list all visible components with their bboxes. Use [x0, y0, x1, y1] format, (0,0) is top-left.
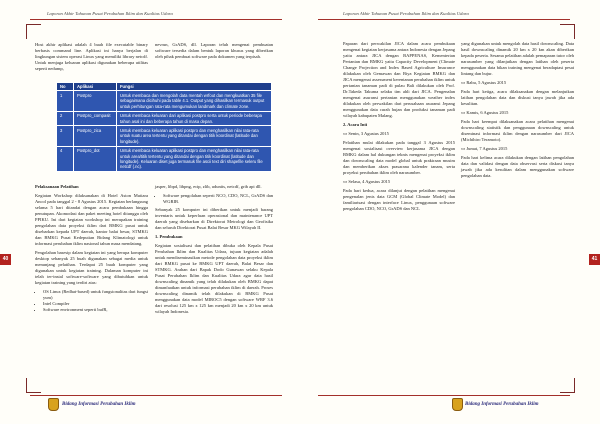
table-row [57, 91, 272, 111]
list-item: • Intel Compiler [43, 301, 148, 307]
header-rule-right [318, 19, 570, 20]
table-row [57, 126, 272, 146]
footer-rule-left [30, 395, 282, 396]
date-text: Jumat, 7 Agustus 2015 [466, 146, 508, 151]
paragraph: Pengolahan basesip dalam kegiatan ini yang berupa komputer desktop sebanyak 25 buah digunakan sebagai media untuk menunjang pelatihan. Terdapat 25 buah komputer yang digunakan untuk kegiatan training. Dalaman komputer ini telah ter-instal software-software yang dibutuhkan untuk kegiatan training yang terdiri atas: [35, 250, 148, 285]
list-item: • Software pengolahan seperti NCO, CDO, NCL, GrADS dan WGRIB. [163, 193, 273, 205]
date-heading: ▭ Jumat, 7 Agustus 2015 [461, 146, 508, 151]
date-text: Rabu, 5 Agustus 2015 [466, 80, 507, 85]
paragraph: Kegiatan Workshop dilaksanakan di Hotel Aston Mutiara Ancol pada tanggal 2 - 8 Agustus 2015. Kegiatan berlangsung selama 5 hari ditandai dengan acara pembukaan hingga penutupan. Akomodasi dan paket meeting hotel ditunggu oleh PPIKU. Ini dari kegiatan workshop ini merupakan training pengolahan data proyeksi iklim dari BMKG pusat untuk disebarkan kepada UPT daerah, kantor balai besar, STMKG dan BMKG Pusat Kedeputian Bidang Klimatologi untuk informasi perubahan iklim nasional tahun masa mendatang. [35, 193, 148, 246]
column-1-bottom [35, 184, 148, 315]
header-rule-left [30, 19, 282, 20]
running-header-left: Laporan Akhir Tahunan Pusat Perubahan Iklim dan Kualitas Udara [47, 11, 173, 16]
section-heading: 1. Pembukaan [155, 234, 183, 239]
cell-no: 1 [57, 91, 74, 111]
paragraph: Pada hari kelima acara dilakukan dengan latihan pengolahan data dan validasi dengan data observasi serta diskusi tanya jawab jika ada kesulitan dalam menggunakan software pengolahan data. [461, 155, 574, 178]
corner-mark [560, 378, 575, 393]
corner-mark [26, 378, 41, 393]
cell-fungsi: Untuk membaca keluaran aplikasi postpro dan menghasilkan nilai rata-rata untuk suatu area tertentu yang ditandai dengan titik koordinat (latitude dan longitude). [117, 126, 272, 146]
paragraph: Sebanyak 25 komputer ini diberikan untuk menjadi barang inventaris untuk keperluan operasional dan maintenance UPT daerah yang disebarkan di Direktorat Metrologi dan Geofisika dan seluruh Direktorat Pusat Balai Besar MKG Wilayah II. [155, 207, 273, 230]
table-header-no: No [57, 83, 74, 91]
footer-text-right: Bidang Informasi Perubahan Iklim [465, 402, 539, 407]
section-heading: 2. Acara Inti [343, 122, 368, 127]
cell-app: Postpro_dot [74, 146, 117, 172]
column-2-bottom [155, 184, 273, 318]
list-item: • OS Linux (Redhat-based) untuk fungsionalitas dari fungsi yum) [43, 289, 148, 301]
column-2-top [155, 42, 273, 63]
date-heading: ▭ Rabu, 5 Agustus 2015 [461, 80, 507, 85]
date-text: Senin, 3 Agustus 2015 [348, 131, 389, 136]
list-item: • Software environment seperti bufR, [43, 307, 148, 313]
cell-app: Postpro_zica [74, 126, 117, 146]
cell-app: Postpro_compasit [74, 111, 117, 126]
column-4 [461, 41, 574, 182]
section-heading: Pelaksanaan Pelatihan [35, 184, 79, 189]
paragraph: Host akhir aplikasi adalah 4 buah file executable binary berbasis command line. Aplikasi ini hanya berjalan di lingkungan sistem operasi Linux yang memiliki library netcdf. Untuk menjaga keluaran aplikasi digunakan beberapa utilitas seperti nedump, [35, 42, 148, 71]
agency-logo-icon [452, 398, 463, 411]
software-list-2 [163, 193, 273, 205]
paragraph: nevrun, GrADS, dll. Laporan teluh mengenai pembuatan software tersedia dalam bentuk laporan khusus yang diberikan oleh pihak pembuat software pada dokumen yang terpisah. [155, 42, 273, 59]
paragraph: Kegiatan sosialisasi dan pelatihan dibuka oleh Kepala Pusat Perubahan Iklim dan Kualitas Udara, tujuan kegiatan adalah untuk mendiseminasikan metode pengolahan data proyeksi iklim dari BMKG pusat ke BMKG UPT daerah, Balai Besar dan STMKG. Arahan dari Bapak Dodo Gunawan selaku Kepala Pusat Perubahan Iklim dan Kualitas Udara agar data hasil downscaling dinamik yang telah dilakukan oleh BMKG dapat dimanfaatkan untuk informasi perubahan iklim di daerah. Proses downscaling dinamik telah dilakukan di BMKG Pusat menggunakan data model MIROC5 dengan software WRF 3.6 dari resolusi 125 km x 125 km menjadi 20 km x 20 km untuk wilayah Indonesia. [155, 243, 273, 314]
paragraph: yang digunakan untuk mengolah data hasil downscaling. Data hasil downscaling dinamik 20 km x 20 km akan diberikan kepada peserta. Sesama pelatihan adalah pemaparan tutor oleh narasumber yang dilanjutkan dengan latihan oleh peserta menggunakan data bikan training mengenai beradaptasi pesat lintang dan bujur. [461, 41, 574, 76]
paragraph: jasper, libpd, libpng, ecip, zlib, udunits, netcdf, grib api dll. [155, 184, 262, 189]
cell-no: 2 [57, 111, 74, 126]
application-table [56, 82, 272, 172]
running-header-right: Laporan Akhir Tahunan Pusat Perubahan Iklim dan Kualitas Udara [343, 11, 469, 16]
table-row [57, 111, 272, 126]
cell-fungsi: Untuk membaca keluaran aplikasi postpro dan menghasilkan nilai rata-rata untuk area/titik tertentu yang ditandai dengan titik koordinat (latitude dan longitude). Keluaran diset juga termasuk file ascii text diri shapefile seleru file netcdf (.nc). [117, 146, 272, 172]
paragraph: Pada hari ketiga, acara dilaksanakan dengan melanjutkan latihan pengolahan data dan diskusi tanya jawab jika ada kesulitan. [461, 89, 574, 106]
paragraph: Pada hari keempat dilaksanakan acara pelatihan mengenai downscaling statistik dan penggunaan downscaling untuk diseminasi informasi iklim dengan narasumber dari JICA (Michihiro Teramoto). [461, 119, 574, 142]
cell-fungsi: Untuk membaca keluaran dari aplikasi postpro serta untuk periode beberapa tahun asal ini dan beberapa tahun di masa depan. [117, 111, 272, 126]
cell-no: 3 [57, 126, 74, 146]
page-number-left: 40 [0, 254, 11, 265]
table-header-app: Aplikasi [74, 83, 117, 91]
footer-rule-right [318, 395, 570, 396]
corner-mark [560, 24, 575, 39]
footer-text-left: Bidang Informasi Perubahan Iklim [62, 402, 136, 407]
paragraph: Paparan dari perwakilan JICA dalam acara pembukaan mengenai kegiatan kerjasama antara Indonesia dengan Jepang yaitu antara JICA dengan BAPPENAS, Kementerian Pertanian dan BMKG yaitu Capacity Development (Climate Change Projection and Index Based Agriculture Insurance dilakukan oleh Gemawan dan Biya Kegiatan BMKG dan JICA mengenai assessment kerentanan perubahan iklim untuk pertanian tanaman padi di pulau Bali dilakukan oleh Prof. Dr.Takeda Takuma selaku tim ahli dari JICA. Pengenalan mengenai asuransi pertanian menggunakan weather index dilakukan oleh perwakilan dari perusahaan asuransi Jepang menggunakan data curah hujan dan produksi tanaman padi wilayah kabupaten Malang. [343, 41, 455, 118]
table-row [57, 146, 272, 172]
date-heading: ▭ Kamis, 6 Agustus 2015 [461, 110, 509, 115]
page-number-right: 41 [589, 254, 600, 265]
column-1 [35, 42, 148, 75]
cell-fungsi: Untuk membaca dan mengolah data mentah wrfout dan mengkuatkan 35 file sebagaimana dicihuhi pada table 4.1. Output yang dihasilkan termasuk output untuk perhitungan rata-rata mengumukan landmark dan climate zone. [117, 91, 272, 111]
agency-logo-icon [48, 398, 59, 411]
paragraph: Pelatihan mulai dilakukan pada tanggal 3 Agustus 2015 mengenai sosialisasi overview kerjasama JICA dengan BMKG dalam hal dukungan teknis mengenai proyeksi iklim dan downscaling data model global untuk prakiraan musim dan memberikan akses prasarana kalender tanam, serta proyeksi perubahan iklim oleh narasumber. [343, 140, 455, 175]
table-header-fungsi: Fungsi [117, 83, 272, 91]
cell-app: Postpro [74, 91, 117, 111]
date-heading: ▭ Selasa, 4 Agustus 2015 [343, 179, 391, 184]
software-list [43, 289, 148, 313]
cell-no: 4 [57, 146, 74, 172]
date-heading: ▭ Senin, 3 Agustus 2015 [343, 131, 389, 136]
date-text: Kamis, 6 Agustus 2015 [466, 110, 509, 115]
paragraph: Pada hari kedua, acara dilanjut dengan pelatihan mengenai pengenalan jenis data GCM (Global Climate Model) dan familiarisasi dengan interface Linux, penggunaan software pengolahan CDO, NCO, GrADS dan NCL [343, 188, 455, 211]
corner-mark [26, 24, 41, 39]
date-text: Selasa, 4 Agustus 2015 [348, 179, 391, 184]
column-3 [343, 41, 455, 215]
